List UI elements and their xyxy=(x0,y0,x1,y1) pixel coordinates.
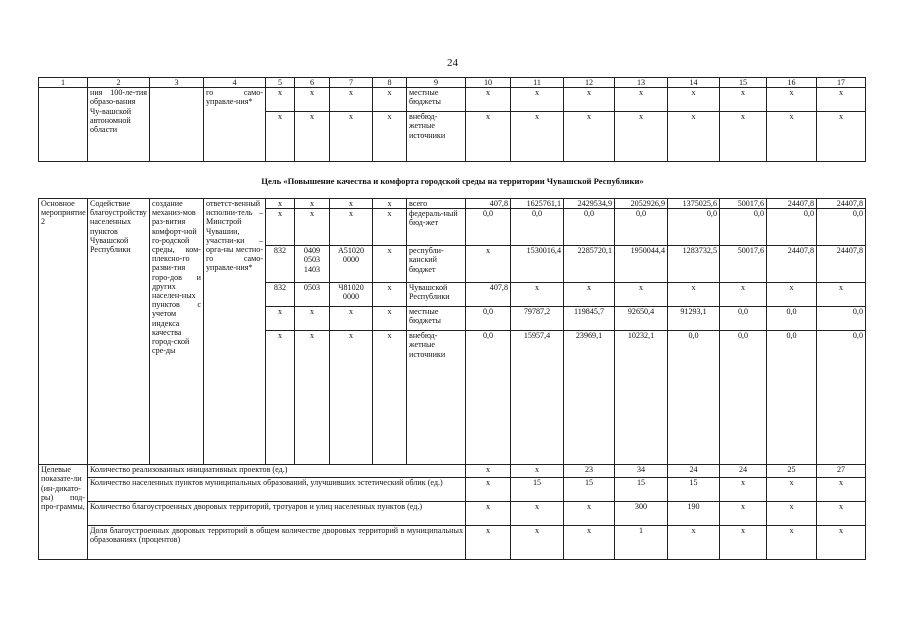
table-cell: 79787,2 xyxy=(511,307,564,331)
target-text: Доля благоустроенных дворовых территорий в общем количестве дворовых территорий в муниципальных образованиях (процентов) xyxy=(88,526,466,560)
table-cell: всего xyxy=(407,199,466,209)
table-cell: x xyxy=(330,88,373,112)
table-cell: 24407,8 xyxy=(817,199,866,209)
table-cell: x xyxy=(668,283,720,307)
table-cell: 1283732,5 xyxy=(668,246,720,283)
table-cell: x xyxy=(330,112,373,162)
header-cell: 17 xyxy=(817,78,866,88)
header-cell: 8 xyxy=(373,78,407,88)
table-cell: x xyxy=(668,526,720,560)
table-cell: x xyxy=(668,88,720,112)
header-cell: 4 xyxy=(204,78,266,88)
table-cell: x xyxy=(817,502,866,526)
header-cell: 16 xyxy=(767,78,817,88)
table-cell: x xyxy=(767,502,817,526)
table-cell: 23969,1 xyxy=(564,331,615,465)
table-cell: 300 xyxy=(615,502,668,526)
table-cell: x xyxy=(511,283,564,307)
table-cell: 0409 0503 1403 xyxy=(295,246,330,283)
table-cell: x xyxy=(767,526,817,560)
table-cell: x xyxy=(373,246,407,283)
table-cell: x xyxy=(564,88,615,112)
table-cell: 0,0 xyxy=(720,331,767,465)
table-cell: x xyxy=(295,331,330,465)
targets-label: Целевые показате-ли (ин-дикато-ры) под-про-граммы, xyxy=(39,465,88,560)
table-cell: 34 xyxy=(615,465,668,478)
target-text: Количество благоустроенных дворовых территорий, тротуаров и улиц населенных пунктов (ед.) xyxy=(88,502,466,526)
table-cell: x xyxy=(720,502,767,526)
table-cell: x xyxy=(373,199,407,209)
header-cell: 5 xyxy=(266,78,295,88)
table-cell: x xyxy=(615,88,668,112)
table-row xyxy=(39,199,866,209)
table-cell: 0,0 xyxy=(720,307,767,331)
table-cell: x xyxy=(295,209,330,246)
table-cell: x xyxy=(668,112,720,162)
table-row xyxy=(39,526,866,560)
table-cell: x xyxy=(295,307,330,331)
table-cell: x xyxy=(720,478,767,502)
header-cell: 13 xyxy=(615,78,668,88)
measure-executor: ответст-венный исполни-тель – Минстрой Чувашии, участни-ки – орга-ны местно-го само-управле-ния* xyxy=(204,199,266,465)
table-cell: x xyxy=(817,112,866,162)
table-cell: федераль-ный бюд-жет xyxy=(407,209,466,246)
header-row xyxy=(39,78,866,88)
measure-goal: создание механиз-мов раз-вития комфорт-ной го-родской среды, ком-плексно-го разви-тия горо-дов и других населен-ных пунктов с учетом индекса качества город-ской сре-ды xyxy=(150,199,204,465)
table-cell: 1625761,1 xyxy=(511,199,564,209)
table-cell: x xyxy=(511,502,564,526)
header-cell: 11 xyxy=(511,78,564,88)
table-cell: x xyxy=(266,199,295,209)
table-cell: x xyxy=(373,209,407,246)
table-cell: x xyxy=(720,112,767,162)
table-cell: 1 xyxy=(615,526,668,560)
table-cell xyxy=(39,88,88,162)
table-cell: x xyxy=(266,112,295,162)
header-cell: 9 xyxy=(407,78,466,88)
table-cell: x xyxy=(466,526,511,560)
header-cell: 12 xyxy=(564,78,615,88)
measure-title: Основное мероприятие 2 xyxy=(39,199,88,465)
table-cell: x xyxy=(615,283,668,307)
table-cell: x xyxy=(295,112,330,162)
table-cell: 91293,1 xyxy=(668,307,720,331)
header-cell: 10 xyxy=(466,78,511,88)
table-cell: 15 xyxy=(615,478,668,502)
table-cell: 0503 xyxy=(295,283,330,307)
table-cell: 190 xyxy=(668,502,720,526)
table-cell: 0,0 xyxy=(466,331,511,465)
table-cell: 24407,8 xyxy=(767,246,817,283)
table-cell: внебюд-жетные источники xyxy=(407,331,466,465)
table-cell: x xyxy=(564,283,615,307)
table-cell: x xyxy=(330,199,373,209)
table-cell: 15 xyxy=(564,478,615,502)
table-cell: 50017,6 xyxy=(720,246,767,283)
table-cell: 15 xyxy=(511,478,564,502)
header-cell: 1 xyxy=(39,78,88,88)
table-cell: x xyxy=(615,112,668,162)
table-cell: 0,0 xyxy=(817,209,866,246)
table-cell: x xyxy=(373,283,407,307)
table-cell: 0,0 xyxy=(668,331,720,465)
header-cell: 2 xyxy=(88,78,150,88)
table-cell: x xyxy=(266,88,295,112)
table-cell: 0,0 xyxy=(615,209,668,246)
table-cell: 2285720,1 xyxy=(564,246,615,283)
table-cell: x xyxy=(564,112,615,162)
table-cell: 15957,4 xyxy=(511,331,564,465)
table-cell: x xyxy=(564,502,615,526)
page-number: 24 xyxy=(447,57,458,69)
table-cell: 832 xyxy=(266,246,295,283)
table-cell: 25 xyxy=(767,465,817,478)
table-cell: x xyxy=(295,88,330,112)
continuation-table xyxy=(38,77,866,162)
table-cell: 1950044,4 xyxy=(615,246,668,283)
table-cell: x xyxy=(817,88,866,112)
table-cell: x xyxy=(266,307,295,331)
table-cell: 24407,8 xyxy=(767,199,817,209)
table-cell: x xyxy=(330,307,373,331)
table-cell: x xyxy=(817,526,866,560)
table-cell: 15 xyxy=(668,478,720,502)
table-cell: 0,0 xyxy=(668,209,720,246)
table-cell: x xyxy=(720,526,767,560)
table-cell: А51020 0000 xyxy=(330,246,373,283)
table-row xyxy=(39,465,866,478)
table-cell: x xyxy=(767,88,817,112)
table-cell: 10232,1 xyxy=(615,331,668,465)
table-cell: 92650,4 xyxy=(615,307,668,331)
table-cell: x xyxy=(511,88,564,112)
table-cell: 2429534,9 xyxy=(564,199,615,209)
table-cell: 0,0 xyxy=(720,209,767,246)
table-cell: Чувашской Республики xyxy=(407,283,466,307)
table-cell: 119845,7 xyxy=(564,307,615,331)
goal-heading: Цель «Повышение качества и комфорта городской среды на территории Чувашской Республики» xyxy=(261,176,644,186)
table-cell: 0,0 xyxy=(466,209,511,246)
table-cell: x xyxy=(817,283,866,307)
table-cell: ния 100-ле-тия образо-вания Чу-вашской автономной области xyxy=(88,88,150,162)
table-cell: x xyxy=(564,526,615,560)
table-cell: x xyxy=(817,478,866,502)
table-cell: 2052926,9 xyxy=(615,199,668,209)
table-cell: x xyxy=(466,112,511,162)
table-cell: x xyxy=(511,526,564,560)
table-cell: x xyxy=(466,502,511,526)
table-cell: 24 xyxy=(668,465,720,478)
table-cell: республи-канский бюджет xyxy=(407,246,466,283)
table-cell: x xyxy=(330,209,373,246)
table-cell: x xyxy=(373,307,407,331)
table-row xyxy=(39,478,866,502)
header-cell: 14 xyxy=(668,78,720,88)
table-cell: x xyxy=(373,331,407,465)
table-cell: 1375025,6 xyxy=(668,199,720,209)
table-cell: x xyxy=(466,88,511,112)
table-cell: 0,0 xyxy=(466,307,511,331)
header-cell: 15 xyxy=(720,78,767,88)
header-cell: 7 xyxy=(330,78,373,88)
table-cell: x xyxy=(330,331,373,465)
table-cell: 407,8 xyxy=(466,283,511,307)
table-cell: 0,0 xyxy=(817,307,866,331)
table-cell: 1530016,4 xyxy=(511,246,564,283)
table-cell: x xyxy=(720,283,767,307)
table-cell: x xyxy=(720,88,767,112)
table-cell: x xyxy=(511,465,564,478)
table-cell: внебюд-жетные источники xyxy=(407,112,466,162)
table-cell: 50017,6 xyxy=(720,199,767,209)
table-cell: x xyxy=(373,88,407,112)
table-cell: x xyxy=(373,112,407,162)
table-cell: x xyxy=(266,209,295,246)
table-cell: Ч81020 0000 xyxy=(330,283,373,307)
table-cell: x xyxy=(767,112,817,162)
table-row xyxy=(39,88,866,112)
table-cell: x xyxy=(466,465,511,478)
table-cell: 0,0 xyxy=(817,331,866,465)
table-cell: 24 xyxy=(720,465,767,478)
table-cell: 0,0 xyxy=(564,209,615,246)
table-cell: x xyxy=(295,199,330,209)
table-cell: x xyxy=(767,478,817,502)
header-cell: 6 xyxy=(295,78,330,88)
table-cell xyxy=(150,88,204,162)
table-cell: 832 xyxy=(266,283,295,307)
table-cell: 407,8 xyxy=(466,199,511,209)
table-cell: 27 xyxy=(817,465,866,478)
target-text: Количество населенных пунктов муниципальных образований, улучшивших эстетический облик (ед.) xyxy=(88,478,466,502)
table-cell: 0,0 xyxy=(767,331,817,465)
measure-description: Содействие благоустройству населенных пунктов Чувашской Республики xyxy=(88,199,150,465)
table-cell: 0,0 xyxy=(767,307,817,331)
target-text: Количество реализованных инициативных проектов (ед.) xyxy=(88,465,466,478)
table-cell: x xyxy=(266,331,295,465)
table-cell: 0,0 xyxy=(511,209,564,246)
table-cell: го само-управле-ния* xyxy=(204,88,266,162)
table-cell: x xyxy=(511,112,564,162)
table-cell: местные бюджеты xyxy=(407,307,466,331)
header-cell: 3 xyxy=(150,78,204,88)
table-cell: 24407,8 xyxy=(817,246,866,283)
table-cell: x xyxy=(466,478,511,502)
measures-table xyxy=(38,198,866,560)
table-cell: 23 xyxy=(564,465,615,478)
table-row xyxy=(39,502,866,526)
table-cell: местные бюджеты xyxy=(407,88,466,112)
table-cell: 0,0 xyxy=(767,209,817,246)
table-cell: x xyxy=(767,283,817,307)
table-cell: x xyxy=(466,246,511,283)
